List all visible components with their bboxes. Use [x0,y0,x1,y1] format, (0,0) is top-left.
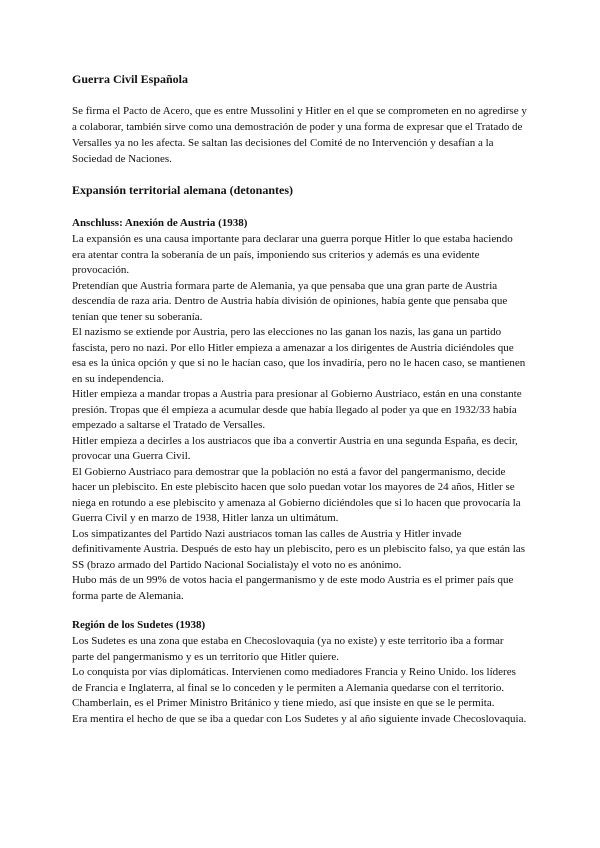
document-title: Guerra Civil Española [72,72,189,86]
body-paragraph: El nazismo se extiende por Austria, pero las elecciones no las ganan los nazis, las gana un partido fascista, pero no nazi. Por ello Hitler empieza a amenazar a los dirigentes de Austria diciéndoles que esa es la única opción y que si no le hacían caso, que los invadiría, pero no le hacen caso, se mantienen en su independencia. [72,326,526,385]
body-paragraph: La expansión es una causa importante para declarar una guerra porque Hitler lo que estaba haciendo era atentar contra la soberanía de un país, imponiendo sus criterios y además es una evidente provocación. [72,233,513,276]
subsection-sudetes [72,618,528,727]
body-paragraph: Hitler empieza a decirles a los austriacos que iba a convertir Austria en una segunda España, es decir, provocar una Guerra Civil. [72,434,518,462]
section-heading: Expansión territorial alemana (detonantes) [72,183,293,197]
body-paragraph: Los Sudetes es una zona que estaba en Checoslovaquia (ya no existe) y este territorio iba a formar parte del pangermanismo y es un territorio que Hitler quiere. [72,635,504,663]
subsection-heading: Región de los Sudetes (1938) [72,619,206,631]
body-paragraph: Pretendían que Austria formara parte de Alemania, ya que pensaba que una gran parte de Austria descendía de raza aria. Dentro de Austria había división de opiniones, había gente que pensaba que tenían que tener su soberanía. [72,279,508,323]
body-paragraph: Era mentira el hecho de que se iba a quedar con Los Sudetes y al año siguiente invade Checoslovaquia. [72,712,527,725]
body-paragraph: Hubo más de un 99% de votos hacia el pangermanismo y de este modo Austria es el primer país que forma parte de Alemania. [72,574,514,602]
body-paragraph: Lo conquista por vías diplomáticas. Intervienen como mediadores Francia y Reino Unido. los líderes de Francia e Inglaterra, al final se lo conceden y le permiten a Alemania quedarse con el territorio. Chamberlain, es el Primer Ministro Británico y tiene miedo, así que insiste en que se le permita. [72,666,516,709]
body-paragraph: Los simpatizantes del Partido Nazi austriacos toman las calles de Austria y Hitler invade definitivamente Austria. Después de esto hay un plebiscito, pero es un plebiscito falso, ya que están las SS (brazo armado del Partido Nacional Socialista)y el voto no es anónimo. [72,527,526,571]
intro-paragraph: Se firma el Pacto de Acero, que es entre Mussolini y Hitler en el que se comprometen en no agredirse y a colaborar, también sirve como una demostración de poder y una forma de expresar que el Tratado de Versalles ya no les afecta. Se saltan las decisiones del Comité de no Intervención y desafían a la Sociedad de Naciones. [72,105,527,165]
body-paragraph: Hitler empieza a mandar tropas a Austria para presionar al Gobierno Austriaco, están en una constante presión. Tropas que él empieza a acumular desde que había llegado al poder ya que en 1932/33 había empezado a saltarse el Tratado de Versalles. [72,388,522,431]
body-paragraph: El Gobierno Austriaco para demostrar que la población no está a favor del pangermanismo, decide hacer un plebiscito. En este plebiscito hacen que solo puedan votar los mayores de 24 años, Hitler se niega en rotundo a ese plebiscito y amenaza al Gobierno diciéndoles que si lo hacen que provocaría la Guerra Civil y en marzo de 1938, Hitler lanza un ultimátum. [72,465,521,524]
subsection-heading: Anschluss: Anexión de Austria (1938) [72,217,248,229]
subsection-anschluss [72,216,528,604]
